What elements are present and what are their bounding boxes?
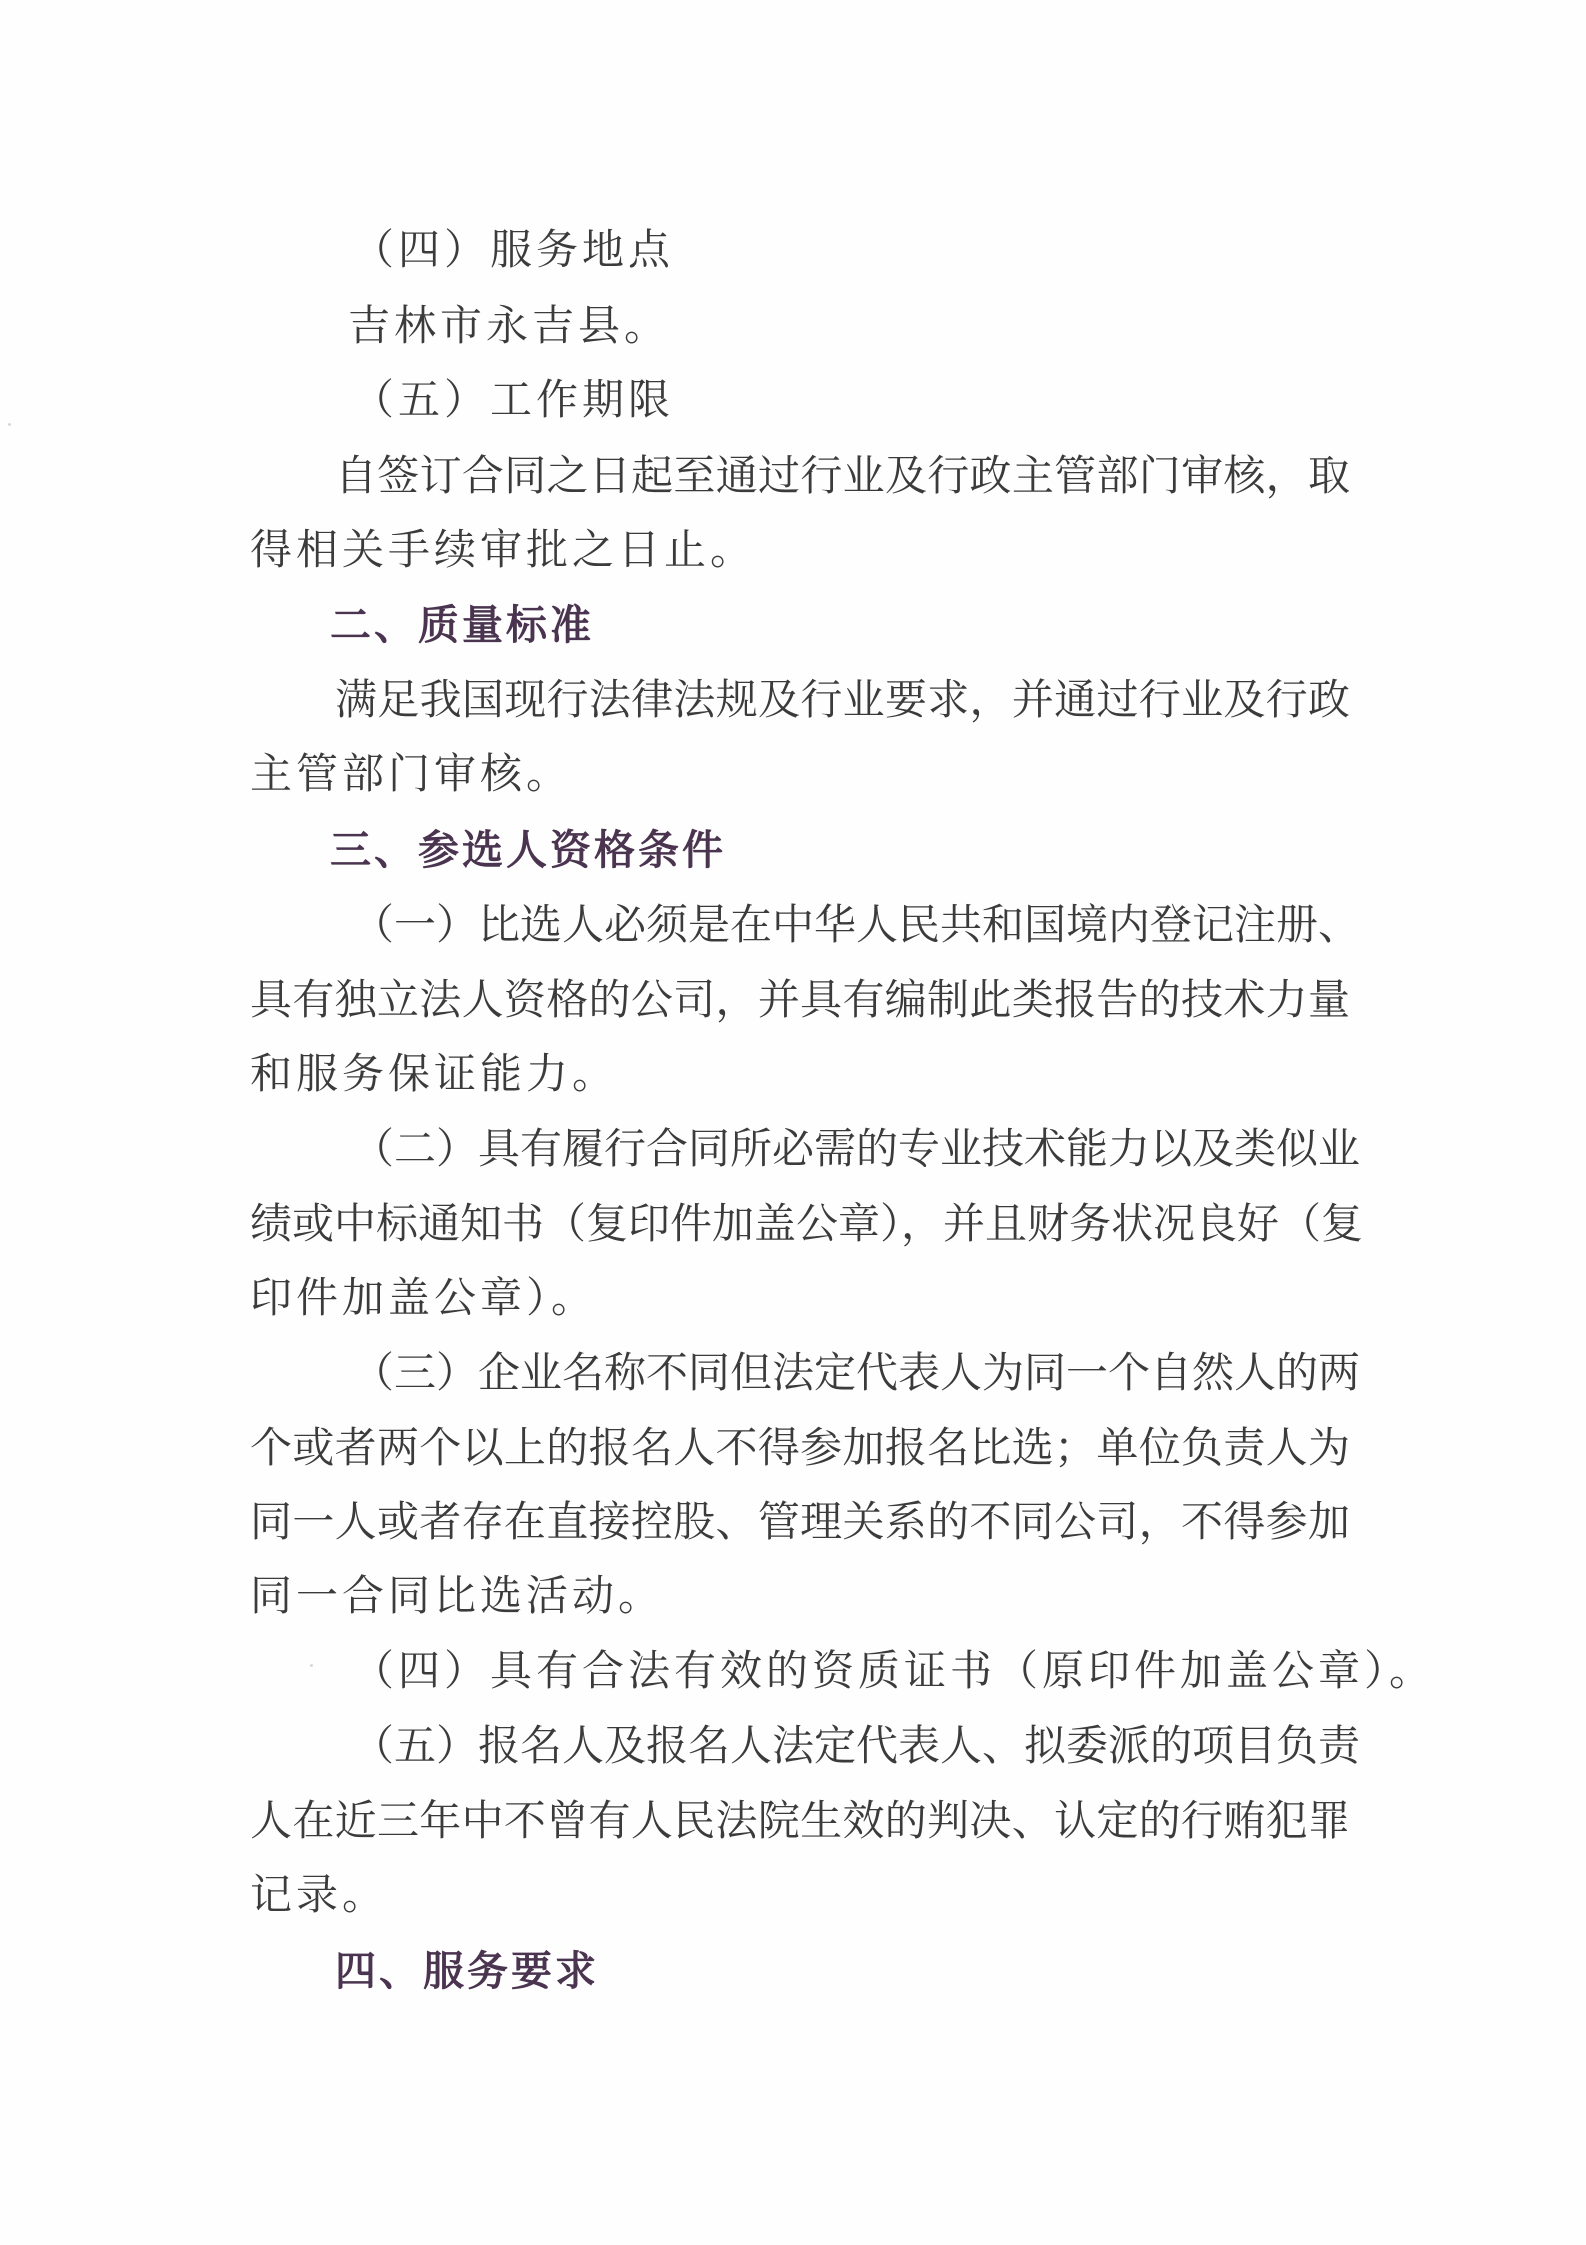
qualification-3-line-4: 同一合同比选活动。 bbox=[250, 1571, 665, 1620]
qualification-3-line-2: 个或者两个以上的报名人不得参加报名比选；单位负责人为 bbox=[250, 1423, 1350, 1472]
work-period-text-line-2: 得相关手续审批之日止。 bbox=[250, 525, 757, 574]
section-heading-service-requirements: 四、服务要求 bbox=[335, 1947, 599, 1995]
service-location-text: 吉林市永吉县。 bbox=[348, 301, 671, 350]
work-period-heading: （五）工作期限 bbox=[352, 375, 675, 424]
qualification-3-line-3: 同一人或者存在直接控股、管理关系的不同公司，不得参加 bbox=[250, 1497, 1350, 1546]
scan-speck bbox=[310, 1664, 313, 1667]
qualification-1-line-3: 和服务保证能力。 bbox=[250, 1049, 619, 1098]
qualification-1-line-2: 具有独立法人资格的公司，并具有编制此类报告的技术力量 bbox=[250, 975, 1350, 1024]
work-period-text-line-1: 自签订合同之日起至通过行业及行政主管部门审核，取 bbox=[335, 451, 1350, 500]
qualification-1-line-1: （一）比选人必须是在中华人民共和国境内登记注册、 bbox=[352, 900, 1361, 949]
qualification-2-line-3: 印件加盖公章）。 bbox=[250, 1273, 598, 1322]
service-location-heading: （四）服务地点 bbox=[352, 225, 675, 274]
scan-speck bbox=[8, 423, 11, 426]
quality-standard-text-line-2: 主管部门审核。 bbox=[250, 749, 573, 798]
qualification-2-line-1: （二）具有履行合同所必需的专业技术能力以及类似业 bbox=[352, 1124, 1361, 1173]
qualification-5-line-3: 记录。 bbox=[250, 1870, 389, 1919]
section-heading-qualifications: 三、参选人资格条件 bbox=[330, 826, 726, 874]
quality-standard-text-line-1: 满足我国现行法律法规及行业要求，并通过行业及行政 bbox=[335, 675, 1350, 724]
qualification-2-line-2: 绩或中标通知书（复印件加盖公章），并且财务状况良好（复 bbox=[250, 1199, 1364, 1248]
qualification-4-line-1: （四）具有合法有效的资质证书（原印件加盖公章）。 bbox=[352, 1646, 1436, 1695]
qualification-5-line-2: 人在近三年中不曾有人民法院生效的判决、认定的行贿犯罪 bbox=[250, 1796, 1350, 1845]
qualification-3-line-1: （三）企业名称不同但法定代表人为同一个自然人的两 bbox=[352, 1348, 1361, 1397]
qualification-5-line-1: （五）报名人及报名人法定代表人、拟委派的项目负责 bbox=[352, 1721, 1361, 1770]
section-heading-quality-standard: 二、质量标准 bbox=[330, 601, 594, 649]
